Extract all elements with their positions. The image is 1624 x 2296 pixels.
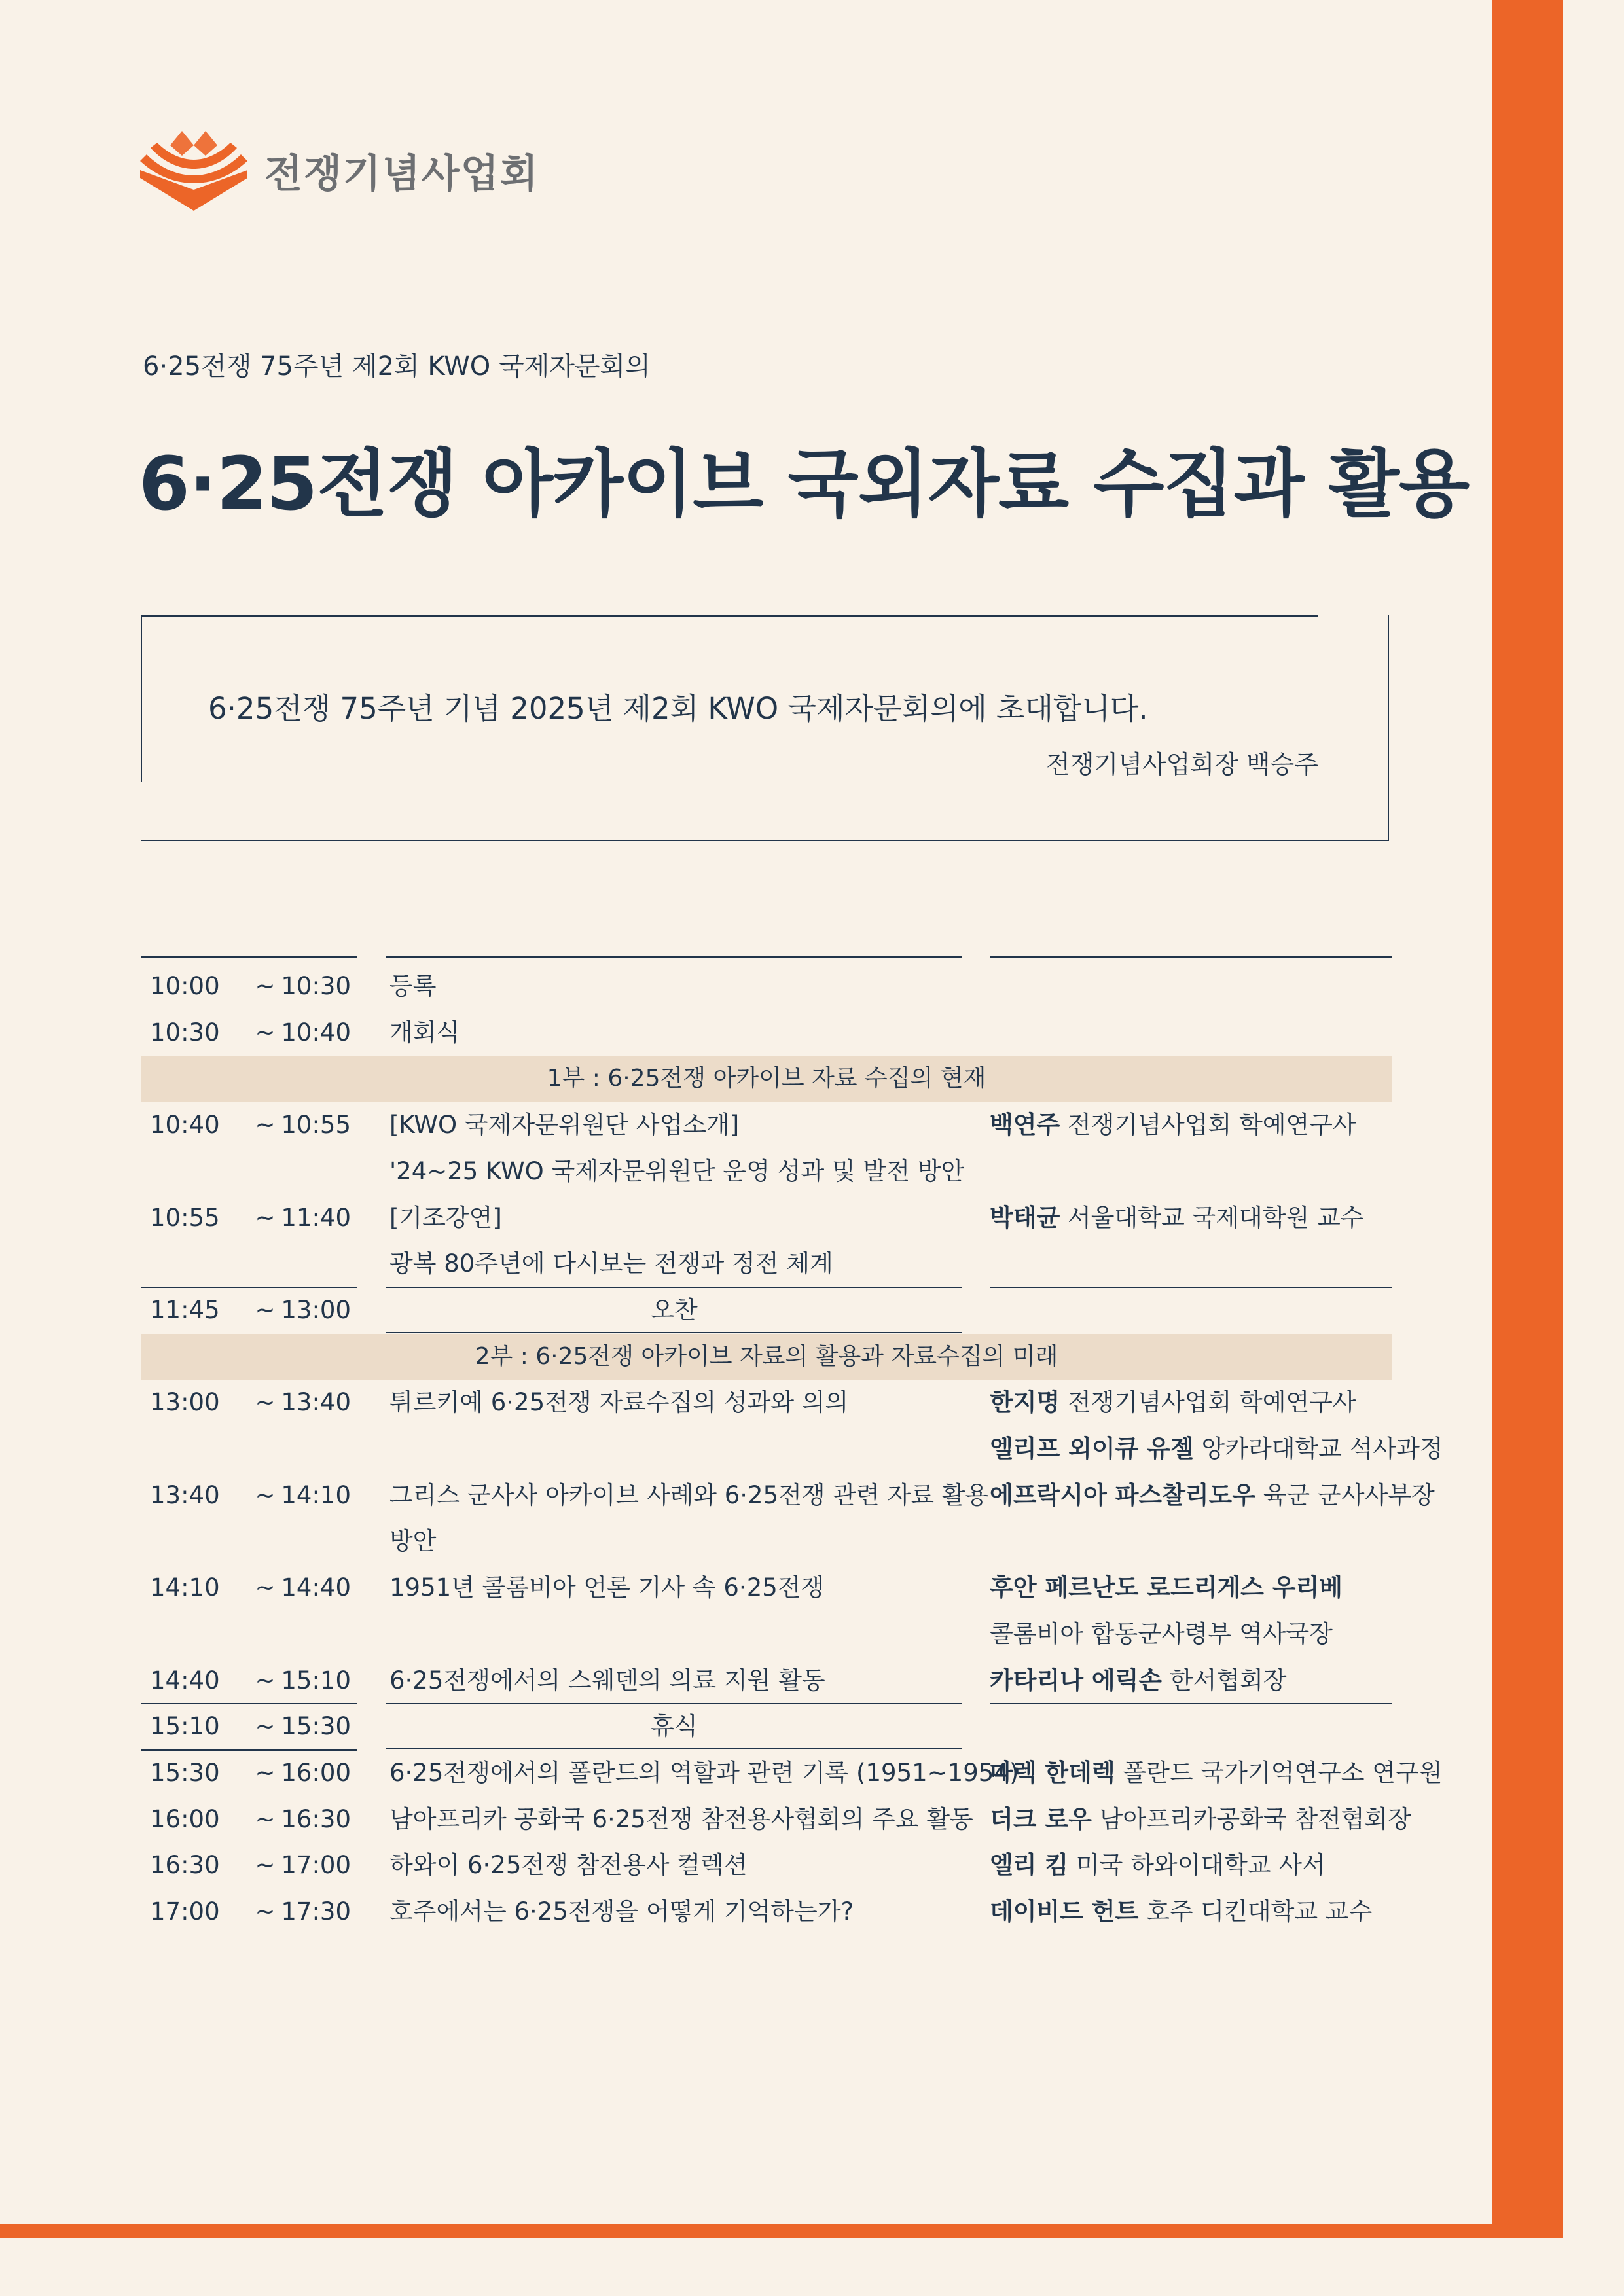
- end-time: 10:40: [281, 1018, 351, 1047]
- start-time: 14:40: [150, 1666, 220, 1695]
- section-title: 1부 : 6·25전쟁 아카이브 자료 수집의 현재: [547, 1065, 986, 1092]
- speaker: [990, 1102, 1356, 1148]
- end-time: 17:00: [281, 1851, 351, 1879]
- speaker-name: 에프락시아 파스찰리도우: [990, 1481, 1256, 1509]
- end-time: 13:40: [281, 1388, 351, 1416]
- speaker-affiliation: 육군 군사사부장: [1263, 1481, 1435, 1509]
- speaker-name: 엘리프 외이큐 유젤: [990, 1435, 1194, 1463]
- speaker-name: 카타리나 에릭손: [990, 1666, 1163, 1695]
- program-title: 남아프리카 공화국 6·25전쟁 참전용사협회의 주요 활동: [389, 1805, 973, 1833]
- memorial-logo-icon: [137, 130, 250, 212]
- time-divider-rule: [141, 1703, 357, 1704]
- break-label: 오찬: [651, 1296, 698, 1324]
- speaker-affiliation: 전쟁기념사업회 학예연구사: [1068, 1388, 1356, 1416]
- speaker-affiliation: 앙카라대학교 석사과정: [1201, 1435, 1443, 1463]
- speaker-spacer: [1194, 1435, 1202, 1463]
- time-separator: ~: [255, 1805, 276, 1833]
- end-time: 15:30: [281, 1712, 351, 1740]
- program-title: [KWO 국제자문위원단 사업소개]: [389, 1111, 740, 1139]
- program-title: 개회식: [389, 1018, 460, 1047]
- program-divider-rule: [386, 1748, 962, 1749]
- speaker: [990, 1611, 1333, 1657]
- start-time: 10:00: [150, 972, 220, 1000]
- speaker-spacer: [1060, 1204, 1068, 1232]
- start-time: 16:00: [150, 1805, 220, 1833]
- invitation-right-border: [1388, 615, 1389, 841]
- end-time: 15:10: [281, 1666, 351, 1695]
- start-time: 15:10: [150, 1712, 220, 1740]
- speaker-affiliation: 호주 디킨대학교 교수: [1146, 1897, 1373, 1926]
- time-separator: ~: [255, 1573, 276, 1602]
- program-divider-rule: [386, 1703, 962, 1704]
- time-separator: ~: [255, 1018, 276, 1047]
- speaker-affiliation: 미국 하와이대학교 사서: [1075, 1851, 1326, 1879]
- program-divider-rule: [386, 1332, 962, 1333]
- speaker-affiliation: 폴란드 국가기억연구소 연구원: [1123, 1759, 1443, 1787]
- schedule-table: [141, 956, 1443, 1926]
- time-separator: ~: [255, 1851, 276, 1879]
- speaker: [990, 1426, 1443, 1472]
- time-separator: ~: [255, 1111, 276, 1139]
- time-separator: ~: [255, 1388, 276, 1416]
- invitation-box: [141, 615, 1389, 841]
- program-title: '24~25 KWO 국제자문위원단 운영 성과 및 발전 방안: [389, 1157, 965, 1185]
- program-title: 방안: [389, 1527, 437, 1555]
- end-time: 13:00: [281, 1296, 351, 1324]
- speaker: [990, 1797, 1411, 1842]
- end-time: 17:30: [281, 1897, 351, 1926]
- bottom-accent-bar: [0, 2224, 1563, 2238]
- time-separator: ~: [255, 1897, 276, 1926]
- speaker-name: 마렉 한데렉: [990, 1759, 1115, 1787]
- start-time: 10:40: [150, 1111, 220, 1139]
- invitation-bottom-border: [141, 840, 1389, 841]
- speaker: [990, 1889, 1372, 1935]
- section-title: 2부 : 6·25전쟁 아카이브 자료의 활용과 자료수집의 미래: [475, 1343, 1058, 1370]
- time-divider-rule: [141, 1287, 357, 1288]
- speaker-spacer: [1138, 1897, 1146, 1926]
- speaker-spacer: [1092, 1805, 1100, 1833]
- program-title: [기조강연]: [389, 1204, 502, 1232]
- time-separator: ~: [255, 1666, 276, 1695]
- time-separator: ~: [255, 1481, 276, 1509]
- program-title: 튀르키예 6·25전쟁 자료수집의 성과와 의의: [389, 1388, 849, 1416]
- speaker: [990, 1473, 1435, 1518]
- speaker-divider-rule: [990, 1703, 1392, 1704]
- program-column-header-rule: [386, 956, 962, 958]
- time-column-header-rule: [141, 956, 357, 958]
- start-time: 16:30: [150, 1851, 220, 1879]
- start-time: 10:30: [150, 1018, 220, 1047]
- program-title: 호주에서는 6·25전쟁을 어떻게 기억하는가?: [389, 1897, 854, 1926]
- end-time: 10:30: [281, 972, 351, 1000]
- speaker: [990, 1658, 1287, 1704]
- speaker-divider-rule: [990, 1287, 1392, 1288]
- brand-logo: [137, 128, 539, 213]
- end-time: 11:40: [281, 1204, 351, 1232]
- time-separator: ~: [255, 972, 276, 1000]
- program-title: 6·25전쟁에서의 폴란드의 역할과 관련 기록 (1951~1954): [389, 1759, 1019, 1787]
- invitation-top-border: [141, 615, 1318, 617]
- end-time: 14:10: [281, 1481, 351, 1509]
- speaker-spacer: [1060, 1388, 1068, 1416]
- program-title: 하와이 6·25전쟁 참전용사 컬렉션: [389, 1851, 748, 1879]
- speaker-name: 후안 페르난도 로드리게스 우리베: [990, 1573, 1343, 1602]
- right-accent-bar: [1492, 0, 1563, 2238]
- speaker-spacer: [1162, 1666, 1170, 1695]
- speaker-spacer: [1068, 1851, 1076, 1879]
- start-time: 10:55: [150, 1204, 220, 1232]
- speaker-affiliation: 한서협회장: [1169, 1666, 1287, 1695]
- speaker-name: 한지명: [990, 1388, 1060, 1416]
- speaker-column-header-rule: [990, 956, 1392, 958]
- speaker: [990, 1565, 1343, 1611]
- program-divider-rule: [386, 1287, 962, 1288]
- speaker-affiliation: 남아프리카공화국 참전협회장: [1099, 1805, 1412, 1833]
- program-title: 그리스 군사사 아카이브 사례와 6·25전쟁 관련 자료 활용: [389, 1481, 989, 1509]
- end-time: 16:00: [281, 1759, 351, 1787]
- speaker-name: 백연주: [990, 1111, 1060, 1139]
- program-title: 6·25전쟁에서의 스웨덴의 의료 지원 활동: [389, 1666, 825, 1695]
- end-time: 10:55: [281, 1111, 351, 1139]
- start-time: 14:10: [150, 1573, 220, 1602]
- program-title: 등록: [389, 972, 437, 1000]
- speaker-affiliation: 서울대학교 국제대학원 교수: [1068, 1204, 1364, 1232]
- invitation-left-border: [141, 615, 142, 782]
- start-time: 13:00: [150, 1388, 220, 1416]
- start-time: 11:45: [150, 1296, 220, 1324]
- start-time: 17:00: [150, 1897, 220, 1926]
- program-title: 광복 80주년에 다시보는 전쟁과 정전 체계: [389, 1249, 833, 1278]
- time-separator: ~: [255, 1204, 276, 1232]
- invitation-message: 6·25전쟁 75주년 기념 2025년 제2회 KWO 국제자문회의에 초대합니다.: [208, 691, 1148, 726]
- speaker: [990, 1380, 1356, 1426]
- speaker: [990, 1195, 1363, 1241]
- speaker-name: 엘리 킴: [990, 1851, 1069, 1879]
- conference-subtitle: 6·25전쟁 75주년 제2회 KWO 국제자문회의: [143, 351, 651, 382]
- time-divider-rule: [141, 1749, 357, 1751]
- speaker-spacer: [1060, 1111, 1068, 1139]
- end-time: 16:30: [281, 1805, 351, 1833]
- page-title: 6·25전쟁 아카이브 국외자료 수집과 활용: [139, 442, 1470, 527]
- time-separator: ~: [255, 1759, 276, 1787]
- speaker-affiliation: 전쟁기념사업회 학예연구사: [1068, 1111, 1356, 1139]
- brand-name: 전쟁기념사업회: [264, 151, 539, 197]
- end-time: 14:40: [281, 1573, 351, 1602]
- speaker-name: 더크 로우: [990, 1805, 1092, 1833]
- speaker-spacer: [1255, 1481, 1263, 1509]
- speaker-name: 박태균: [990, 1204, 1060, 1232]
- start-time: 13:40: [150, 1481, 220, 1509]
- time-separator: ~: [255, 1296, 276, 1324]
- speaker-name: 데이비드 헌트: [990, 1897, 1139, 1926]
- time-separator: ~: [255, 1712, 276, 1740]
- speaker-affiliation: 콜롬비아 합동군사령부 역사국장: [990, 1620, 1333, 1648]
- invitation-signature: 전쟁기념사업회장 백승주: [1046, 750, 1318, 779]
- start-time: 15:30: [150, 1759, 220, 1787]
- speaker: [990, 1750, 1443, 1796]
- speaker: [990, 1842, 1326, 1888]
- speaker-spacer: [1115, 1759, 1123, 1787]
- break-label: 휴식: [651, 1712, 698, 1740]
- program-title: 1951년 콜롬비아 언론 기사 속 6·25전쟁: [389, 1573, 825, 1602]
